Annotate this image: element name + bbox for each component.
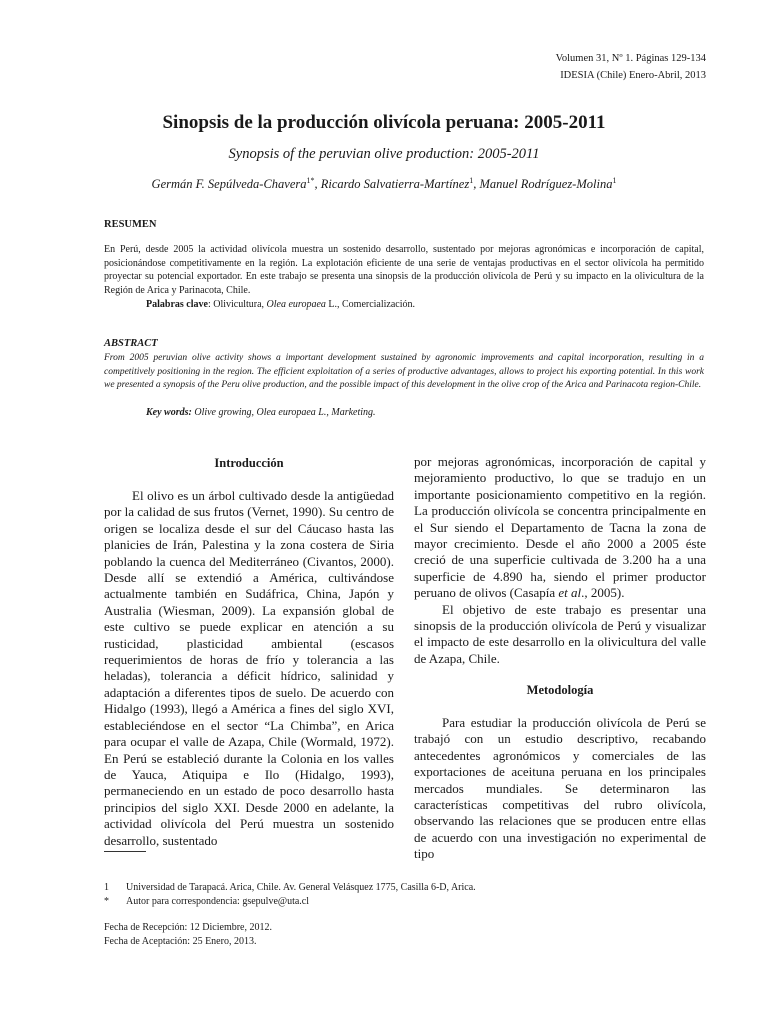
paper-subtitle: Synopsis of the peruvian olive production: 2005-2011 [228, 146, 540, 162]
journal-volume: Volumen 31, Nº 1. Páginas 129-134 [555, 53, 706, 64]
footnotes [104, 881, 476, 909]
introduccion-heading: Introducción [214, 456, 284, 470]
metodologia-column [414, 715, 706, 863]
journal-header [556, 50, 706, 84]
key-words-label: Key words: [146, 407, 192, 418]
journal-issue: IDESIA (Chile) Enero-Abril, 2013 [560, 70, 706, 81]
author-name: Manuel Rodríguez-Molina [479, 177, 613, 192]
author-affiliation-mark: 1 [612, 176, 617, 185]
metodologia-heading: Metodología [526, 683, 594, 697]
abstract-text: From 2005 peruvian olive activity shows a important development sustained by agronomic improvements and capital incorporation, resulting in a competitively positioning in the region. The efficient exploitation of a series of productive advantages, allows to project his exporting potential. In this work we presented a synopsis of the Peru olive production, and the possible impact of this development in the olive crop of the Arica and Parinacota region-Chile. [104, 353, 704, 390]
introduccion-paragraph-continued: por mejoras agronómicas, incorporación de capital y mejoramiento productivo, lo que se tradujo en un importante posicionamiento competitivo en la región. La producción olivícola se concentra principalmente en el Sur siendo el Departamento de Tacna la zona de mayor crecimiento. Desde el año 2000 a 2005 éste creció de una superficie cultivada de 3.200 ha a una superficie de 4.890 ha, siendo el primer productor peruano de olivos (Casapía et al., 2005). [414, 454, 706, 601]
introduccion-left-column [104, 488, 394, 849]
footnote-divider [104, 851, 146, 852]
received-date: Fecha de Recepción: 12 Diciembre, 2012. [104, 922, 272, 933]
author-name: Ricardo Salvatierra-Martínez [320, 177, 470, 192]
introduccion-objective-paragraph: El objetivo de este trabajo es presentar una sinopsis de la producción olivícola de Perú y visualizar el impacto de este desarrollo en la olivicultura del valle de Azapa, Chile. [414, 601, 706, 666]
author-list: Germán F. Sepúlveda-Chavera$^{1*}$, Ricardo Salvatierra-Martínez$^1$, Manuel Rodríguez-Molina$^1$ [151, 176, 617, 192]
paper-title: Sinopsis de la producción olivícola peruana: 2005-2011 [162, 112, 606, 133]
author-affiliation-mark: 1 [469, 176, 474, 185]
metodologia-paragraph: Para estudiar la producción olivícola de Perú se trabajó con un estudio descriptivo, recabando antecedentes agronómicos y comerciales de las exportaciones de aceituna peruana en los principales mercados mundiales. Se determinaron las características competitivas del rubro olivícola, observando las relaciones que se producen entre ellas de acuerdo con una investigación no experimental de tipo [414, 715, 706, 862]
footnote: * Autor para correspondencia: gsepulve@uta.cl [104, 896, 310, 907]
author-affiliation-mark: 1* [306, 176, 315, 185]
introduccion-right-column [414, 454, 706, 667]
author-name: Germán F. Sepúlveda-Chavera [151, 177, 307, 192]
publication-dates [104, 921, 272, 949]
introduccion-paragraph: El olivo es un árbol cultivado desde la antigüedad por la calidad de sus frutos (Vernet, 1990). Su centro de origen se localiza desde el sur del Cáucaso hasta las planicies de Irán, Palestina y la zona costera de Siria poblando la cuenca del Mediterráneo (Civantos, 2000). Desde allí se extendió a América, cultivándose actualmente también en Sudáfrica, China, Japón y Australia (Wiesman, 2009). La expansión global de este cultivo se puede explicar en atención a su rusticidad, plasticidad ambiental (escasos requerimientos de horas de frío y tolerancia a las heladas), tolerancia a déficit hídrico, salinidad y adaptación a diferentes tipos de suelo. De acuerdo con Hidalgo (1993), llegó a América a fines del siglo XVI, estableciéndose en el sector “La Chimba”, en Arica para ocupar el valle de Azapa, Chile (Wormald, 1972). En Perú se estableció durante la Colonia en los valles de Yauca, Atiquipa e Ilo (Hidalgo, 1993), permaneciendo en un estado de poco desarrollo hasta principios del siglo XXI. Desde 2000 en adelante, la actividad olivícola del Perú muestra un sostenido desarrollo, sustentado [104, 488, 394, 848]
palabras-clave: Palabras clave: Olivicultura, Olea europaea L., Comercialización. [146, 299, 416, 310]
accepted-date: Fecha de Aceptación: 25 Enero, 2013. [104, 936, 257, 947]
abstract-heading: ABSTRACT [104, 338, 158, 349]
palabras-clave-label: Palabras clave [146, 299, 208, 310]
footnote: 1 Universidad de Tarapacá. Arica, Chile. Av. General Velásquez 1775, Casilla 6-D, Arica. [104, 882, 476, 893]
resumen-heading: RESUMEN [104, 219, 157, 230]
resumen-text: En Perú, desde 2005 la actividad olivícola muestra un sostenido desarrollo, sustentado por mejoras agronómicas e incorporación de capital, posicionándose competitivamente en la región. La explotación eficiente de una serie de ventajas productivas en el sector olivícola ha permitido proyectar su potencial exportador. En este trabajo se presenta una sinopsis de la producción olivícola de Perú y su impacto en la olivicultura de la Región de Arica y Parinacota, Chile. [104, 244, 704, 296]
key-words: Key words: Olive growing, Olea europaea L., Marketing. [146, 407, 376, 418]
